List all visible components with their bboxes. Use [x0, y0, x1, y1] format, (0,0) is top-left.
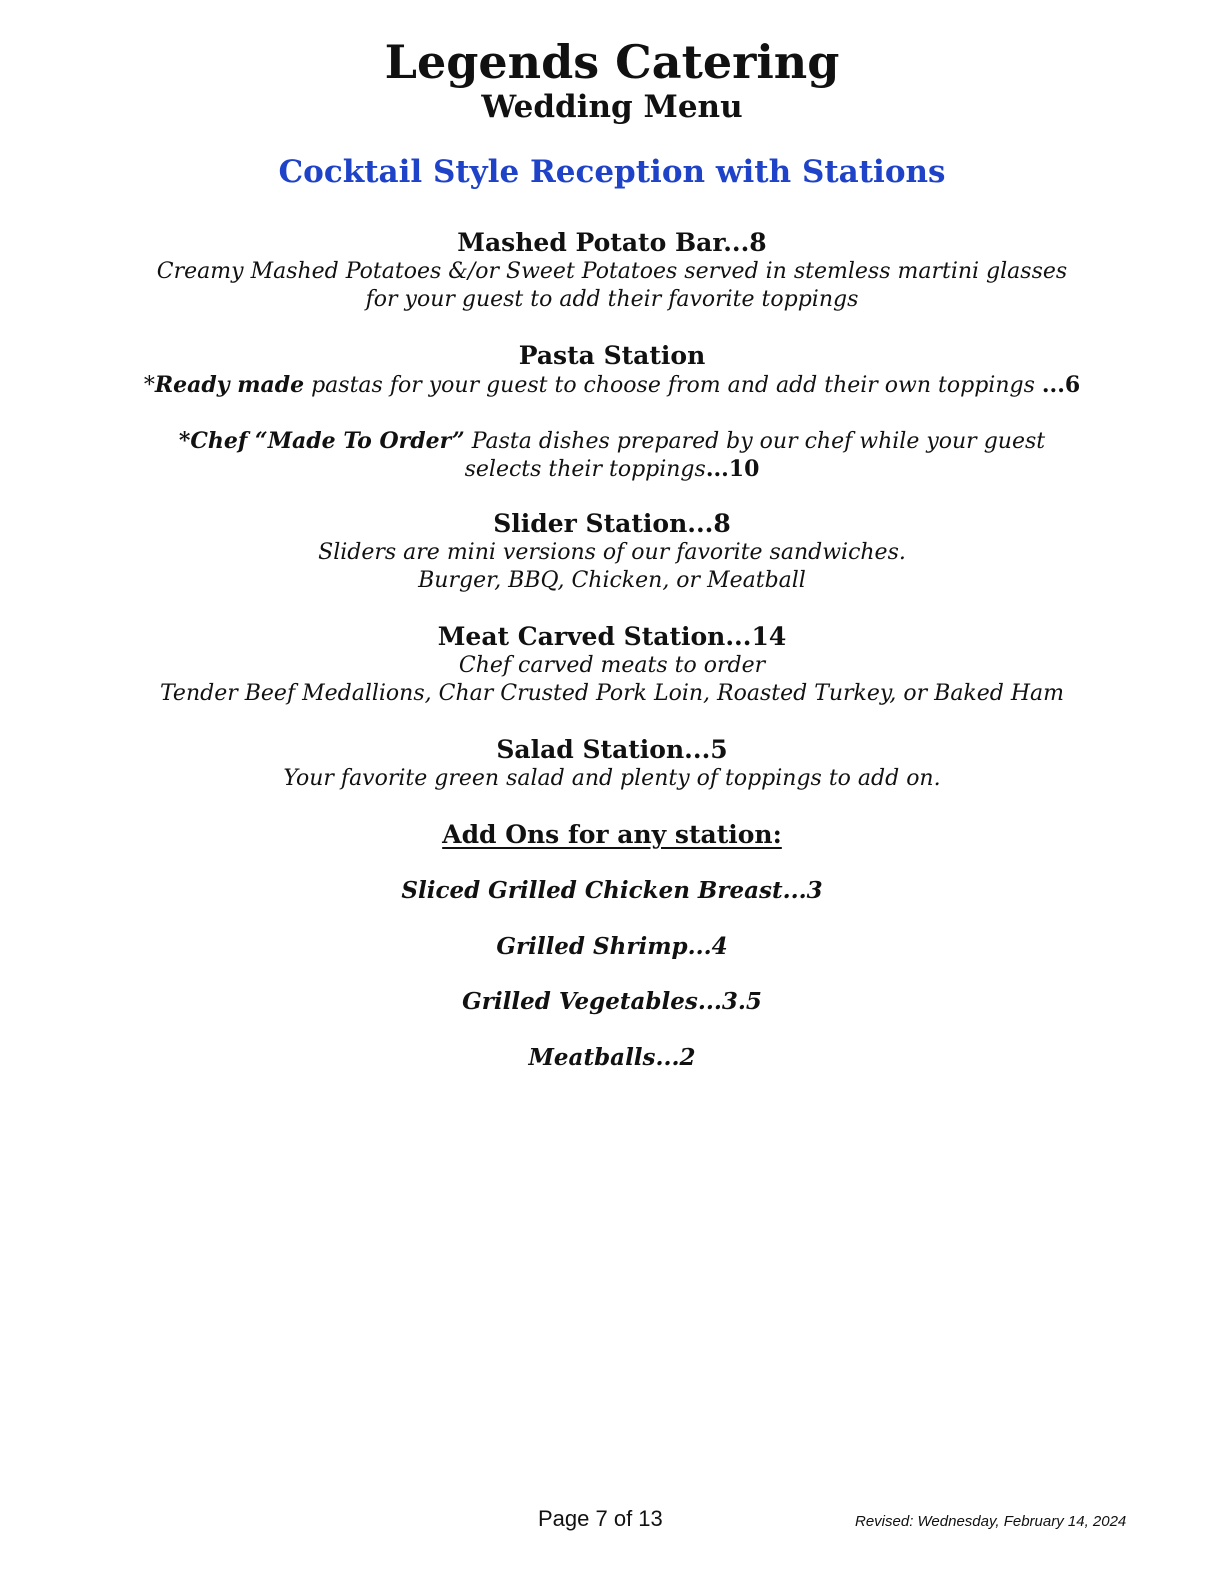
- pasta-ready-made-text: pastas for your guest to choose from and add their own toppings: [304, 373, 1042, 398]
- pasta-chef-price: ...10: [705, 456, 760, 482]
- pasta-ready-made-line: [0, 371, 1224, 400]
- menu-subtitle: Wedding Menu: [481, 89, 743, 125]
- pasta-ready-made-label: Ready made: [154, 372, 305, 398]
- add-on-item: Meatballs...2: [528, 1044, 696, 1071]
- page-number: Page 7 of 13: [538, 1506, 663, 1531]
- pasta-ready-prefix: *: [143, 373, 155, 398]
- mashed-potato-description-2: for your guest to add their favorite toppings: [365, 287, 859, 312]
- salad-station-heading: Salad Station...5: [496, 735, 728, 764]
- pasta-chef-line-1: [0, 427, 1224, 456]
- add-ons-heading: Add Ons for any station:: [442, 820, 782, 849]
- pasta-chef-text: Pasta dishes prepared by our chef while your guest: [464, 429, 1046, 454]
- pasta-chef-line-2: [0, 455, 1224, 484]
- meat-carved-description-1: Chef carved meats to order: [458, 653, 766, 678]
- add-on-item: Grilled Vegetables...3.5: [462, 988, 762, 1015]
- section-title: Cocktail Style Reception with Stations: [278, 154, 946, 190]
- add-on-item: Grilled Shrimp...4: [496, 933, 728, 960]
- pasta-station-heading: Pasta Station: [518, 341, 706, 370]
- meat-carved-heading: Meat Carved Station...14: [437, 622, 787, 651]
- pasta-chef-label: *Chef “Made To Order”: [178, 428, 465, 454]
- revised-date: Revised: Wednesday, February 14, 2024: [855, 1513, 1127, 1530]
- pasta-chef-text-2: selects their toppings: [464, 457, 706, 482]
- slider-description-1: Sliders are mini versions of our favorite sandwiches.: [318, 540, 906, 565]
- mashed-potato-heading: Mashed Potato Bar...8: [457, 228, 767, 257]
- slider-description-2: Burger, BBQ, Chicken, or Meatball: [418, 568, 806, 593]
- salad-description: Your favorite green salad and plenty of toppings to add on.: [283, 766, 941, 791]
- pasta-ready-made-price: ...6: [1041, 372, 1081, 398]
- mashed-potato-description-1: Creamy Mashed Potatoes &/or Sweet Potatoes served in stemless martini glasses: [156, 259, 1068, 284]
- meat-carved-description-2: Tender Beef Medallions, Char Crusted Pork Loin, Roasted Turkey, or Baked Ham: [159, 681, 1065, 706]
- slider-station-heading: Slider Station...8: [493, 509, 731, 538]
- page-title: Legends Catering: [384, 35, 840, 89]
- add-on-item: Sliced Grilled Chicken Breast...3: [401, 877, 823, 904]
